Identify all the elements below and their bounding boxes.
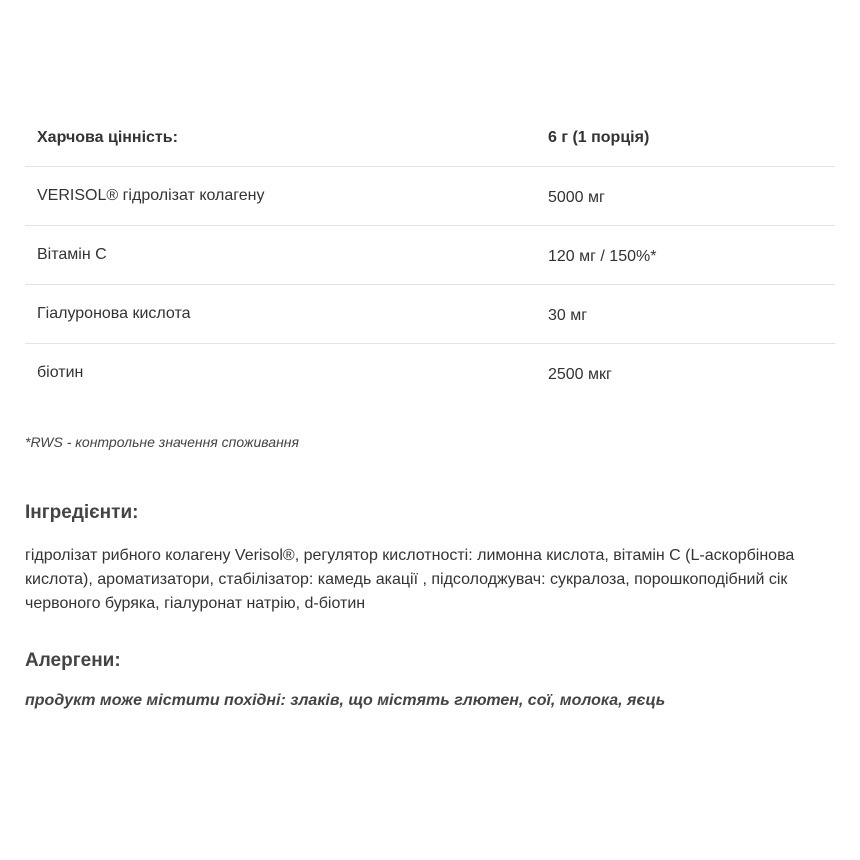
nutrient-value: 30 мг <box>536 285 835 344</box>
nutrient-name: біотин <box>37 364 84 381</box>
allergens-title: Алергени: <box>25 650 121 671</box>
nutrient-name: Вітамін С <box>25 226 536 285</box>
allergens-text: продукт може містити похідні: злаків, що містять глютен, сої, молока, яєць <box>25 692 666 709</box>
rws-footnote: *RWS - контрольне значення споживання <box>25 434 299 450</box>
table-row <box>25 167 835 226</box>
nutrient-value: 5000 мг <box>536 167 835 226</box>
nutrient-name: Гіалуронова кислота <box>25 285 536 344</box>
product-info <box>25 110 835 710</box>
nutrient-value: 2500 мкг <box>547 366 612 383</box>
table-row <box>25 285 835 344</box>
nutrition-header-name: Харчова цінність: <box>25 110 536 167</box>
nutrient-name: VERISOL® гідролізат колагену <box>25 167 536 226</box>
nutrition-header-value: 6 г (1 порція) <box>536 110 835 167</box>
ingredients-text: гідролізат рибного колагену Verisol®, регулятор кислотності: лимонна кислота, вітамін С (L-аскорбінова кислота), ароматизатори, стабілізатор: камедь акації , підсолоджувач: сукралоза, порошкоподібний сік червоного буряка, гіалуронат натрію, d-біотин <box>25 547 795 612</box>
nutrition-header-row <box>25 110 835 167</box>
table-row <box>25 226 835 285</box>
ingredients-title: Інгредієнти: <box>25 502 139 523</box>
nutrition-table <box>25 110 835 402</box>
table-row <box>25 344 835 403</box>
nutrient-value: 120 мг / 150%* <box>536 226 835 285</box>
